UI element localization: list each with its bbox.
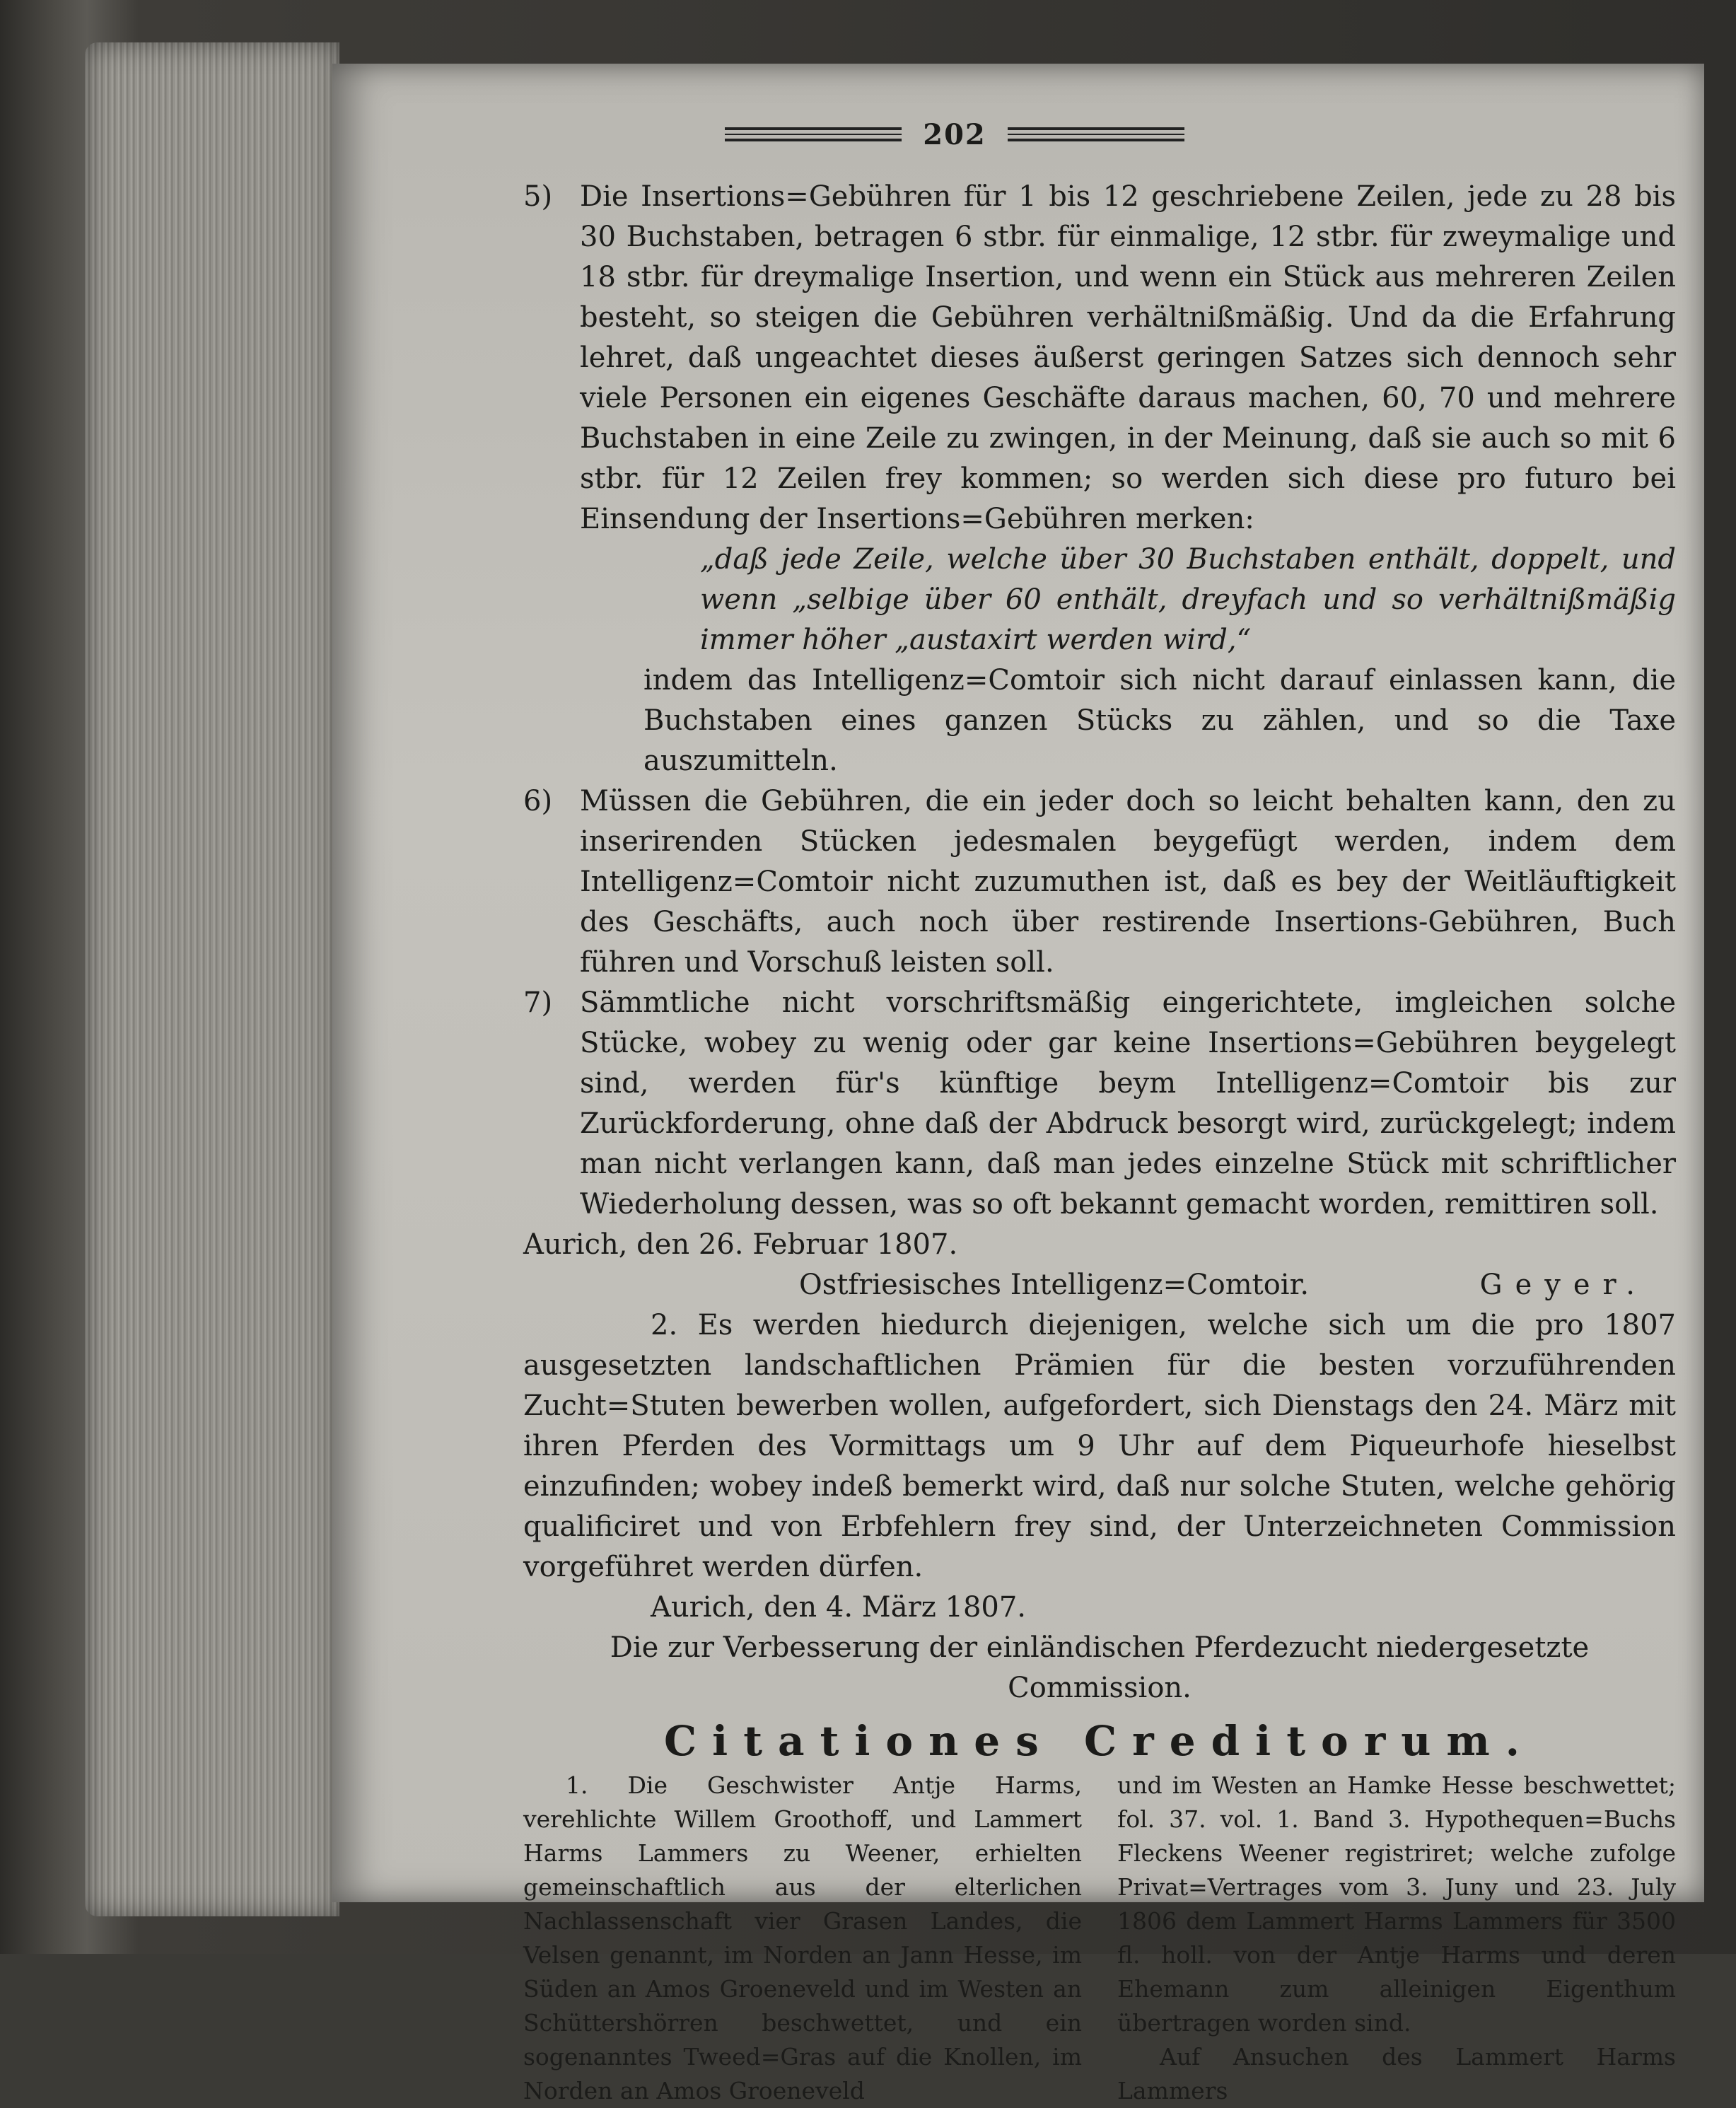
column-left-text: 1. Die Geschwister Antje Harms, verehlichte Willem Groothoff, und Lammert Harms Lammers zu Weener, erhielten gemeinschaftlich aus der elterlichen Nachlassenschaft vier Grasen Landes, die Velsen genannt, im Norden an Jann Hesse, im Süden an Amos Groeneveld und im Westen an Schüttershörren beschwettet, und ein sogenanntes Tweed=Gras auf die Knollen, im Norden an Amos Groeneveld: [523, 1771, 1082, 2104]
page-body: [523, 177, 1676, 2108]
notice-2-signer: Die zur Verbesserung der einländischen Pferdezucht niedergesetzte Commission.: [610, 1631, 1590, 1704]
quote-block: „daß jede Zeile, welche über 30 Buchstaben enthält, doppelt, und wenn „selbige über 60 enthält, dreyfach und so verhältnißmäßig immer höher „austaxirt werden wird,“: [700, 543, 1676, 656]
column-right-para2: Auf Ansuchen des Lammert Harms Lammers: [1117, 2043, 1676, 2104]
column-left: [523, 1769, 1082, 2108]
item-7: [523, 983, 1676, 1225]
page-header: [559, 110, 1351, 159]
header-rule-right: [1008, 127, 1184, 141]
two-column-section: [523, 1769, 1676, 2108]
notice-2: 2. Es werden hiedurch diejenigen, welche sich um die pro 1807 ausgesetzten landschaftlichen Prämien für die besten vorzuführenden Zucht=Stuten bewerben wollen, aufgefordert, sich Dienstags den 24. März mit ihren Pferden des Vormittags um 9 Uhr auf dem Piqueurhofe hieselbst einzufinden; wobey indeß bemerkt wird, daß nur solche Stuten, welche gehörig qualificiret und von Erbfehlern frey sind, der Unterzeichneten Commission vorgeführet werden dürfen.: [523, 1309, 1676, 1583]
signoff-place-date: Aurich, den 26. Februar 1807.: [523, 1228, 958, 1261]
item-6: [523, 781, 1676, 983]
item-text: Müssen die Gebühren, die ein jeder doch so leicht behalten kann, den zu inserirenden Stücken jedesmalen beygefügt werden, indem dem Intelligenz=Comtoir nicht zuzumuthen ist, daß es bey der Weitläuftigkeit des Geschäfts, auch noch über restirende Insertions-Gebühren, Buch führen und Vorschuß leisten soll.: [580, 785, 1676, 979]
item-number: 6): [523, 785, 553, 817]
notice-2-place-date: Aurich, den 4. März 1807.: [651, 1591, 1027, 1624]
item-text: Sämmtliche nicht vorschriftsmäßig eingerichtete, imgleichen solche Stücke, wobey zu wenig oder gar keine Insertions=Gebühren beygelegt sind, werden für's künftige beym Intelligenz=Comtoir bis zur Zurückforderung, ohne daß der Abdruck besorgt wird, zurückgelegt; indem man nicht verlangen kann, daß man jedes einzelne Stück mit schriftlicher Wiederholung dessen, was so oft bekannt gemacht worden, remittiren soll.: [580, 986, 1676, 1221]
item-text: Die Insertions=Gebühren für 1 bis 12 geschriebene Zeilen, jede zu 28 bis 30 Buchstaben, betragen 6 stbr. für einmalige, 12 stbr. für zweymalige und 18 stbr. für dreymalige Insertion, und wenn ein Stück aus mehreren Zeilen besteht, so steigen die Gebühren verhältnißmäßig. Und da die Erfahrung lehret, daß ungeachtet dieses äußerst geringen Satzes sich dennoch sehr viele Personen ein eigenes Geschäfte daraus machen, 60, 70 und mehrere Buchstaben in eine Zeile zu zwingen, in der Meinung, daß sie auch so mit 6 stbr. für 12 Zeilen frey kommen; so werden sich diese pro futuro bei Einsendung der Insertions=Gebühren merken:: [580, 180, 1676, 535]
page-edges: [85, 42, 339, 1916]
item-5: [523, 177, 1676, 540]
column-right: [1117, 1769, 1676, 2108]
signoff-signer: Geyer.: [1479, 1269, 1648, 1301]
signoff-office: Ostfriesisches Intelligenz=Comtoir.: [799, 1269, 1310, 1301]
header-rule-left: [725, 127, 902, 141]
item-number: 7): [523, 986, 553, 1019]
page-number: 202: [923, 117, 986, 151]
signoff-1: [523, 1225, 1676, 1305]
column-right-text: und im Westen an Hamke Hesse beschwettet; fol. 37. vol. 1. Band 3. Hypothequen=Buchs Fleckens Weener registriret; welche zufolge Privat=Vertrages vom 3. Juny und 23. July 1806 dem Lammert Harms Lammers für 3500 fl. holl. von der Antje Harms und deren Ehemann zum alleinigen Eigenthum übertragen worden sind.: [1117, 1771, 1676, 2037]
section-heading: Citationes Creditorum.: [664, 1717, 1535, 1765]
item-number: 5): [523, 180, 553, 213]
item-5-continuation: indem das Intelligenz=Comtoir sich nicht darauf einlassen kann, die Buchstaben eines ganzen Stücks zu zählen, und so die Taxe auszumitteln.: [643, 664, 1676, 777]
signoff-line: [523, 1265, 1676, 1305]
